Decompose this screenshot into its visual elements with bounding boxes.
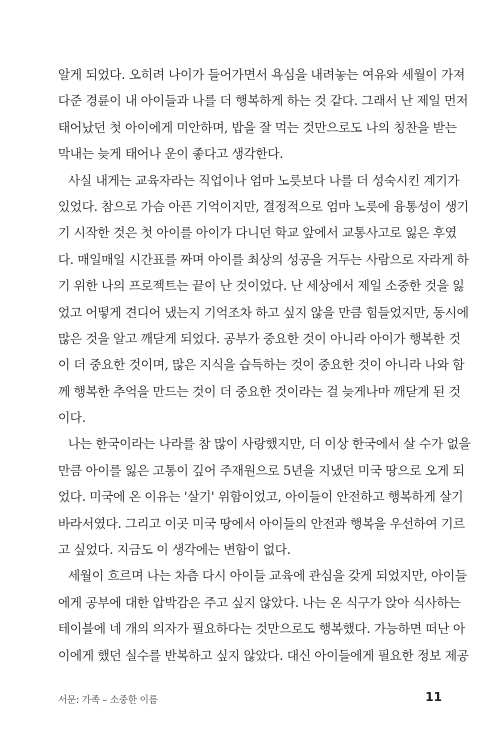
text-line: 이다. xyxy=(58,410,86,426)
text-line: 많은 것을 알고 깨닫게 되었다. 공부가 중요한 것이 아니라 아이가 행복한 것 xyxy=(58,330,461,346)
text-line: 이에게 했던 실수를 반복하고 싶지 않았다. 대신 아이들에게 필요한 정보 제공 xyxy=(58,647,469,663)
text-line: 세월이 흐르며 나는 차츰 다시 아이들 교육에 관심을 갖게 되었지만, 아이들 xyxy=(68,568,467,584)
text-line: 있었다. 참으로 가슴 아픈 기억이지만, 결정적으로 엄마 노릇에 융통성이 생기 xyxy=(58,198,469,214)
text-line: 었고 어떻게 견디어 냈는지 기억조차 하고 싶지 않을 만큼 힘들었지만, 동시에 xyxy=(58,304,469,320)
running-title: 서문: 가족 – 소중한 이름 xyxy=(58,695,158,706)
body-text xyxy=(58,62,471,669)
paragraph-3 xyxy=(58,431,471,563)
page-number: 11 xyxy=(425,690,442,704)
text-line: 기 시작한 것은 첫 아이를 아이가 다니던 학교 앞에서 교통사고로 잃은 후였 xyxy=(58,225,457,241)
paragraph-4 xyxy=(58,563,469,669)
text-line: 에게 공부에 대한 압박감은 주고 싶지 않았다. 나는 온 식구가 앉아 식사하는 xyxy=(58,594,461,610)
text-line: 께 행복한 추억을 만드는 것이 더 중요한 것이라는 걸 늦게나마 깨닫게 된 것 xyxy=(58,383,461,399)
text-line: 사실 내게는 교육자라는 직업이나 엄마 노릇보다 나를 더 성숙시킨 계기가 xyxy=(68,172,460,188)
text-line: 태어났던 첫 아이에게 미안하며, 밥을 잘 먹는 것만으로도 나의 칭찬을 받는 xyxy=(58,119,457,135)
text-line: 고 싶었다. 지금도 이 생각에는 변함이 없다. xyxy=(58,542,291,558)
paragraph-2 xyxy=(58,168,469,432)
text-line: 이 더 중요한 것이며, 많은 지식을 습득하는 것이 중요한 것이 아니라 나와 함 xyxy=(58,357,465,373)
paragraph-1 xyxy=(58,62,469,168)
text-line: 나는 한국이라는 나라를 참 많이 사랑했지만, 더 이상 한국에서 살 수가 없을 xyxy=(68,436,471,452)
text-line: 만큼 아이를 잃은 고통이 깊어 주재원으로 5년을 지냈던 미국 땅으로 오게 되 xyxy=(58,462,465,478)
text-line: 막내는 늦게 태어나 운이 좋다고 생각한다. xyxy=(58,146,284,162)
text-line: 테이블에 네 개의 의자가 필요하다는 것만으로도 행복했다. 가능하면 떠난 아 xyxy=(58,621,465,637)
page-footer xyxy=(58,690,442,708)
text-line: 바라서였다. 그리고 이곳 미국 땅에서 아이들의 안전과 행복을 우선하여 기르 xyxy=(58,515,465,531)
text-line: 기 위한 나의 프로젝트는 끝이 난 것이었다. 난 세상에서 제일 소중한 것을 잃 xyxy=(58,278,465,294)
text-line: 었다. 미국에 온 이유는 '살기' 위함이었고, 아이들이 안전하고 행복하게 살기 xyxy=(58,489,464,505)
text-line: 알게 되었다. 오히려 나이가 들어가면서 욕심을 내려놓는 여유와 세월이 가져 xyxy=(58,67,465,82)
text-line: 다. 매일매일 시간표를 짜며 아이를 최상의 성공을 거두는 사람으로 자라게 하 xyxy=(58,251,469,267)
text-line: 다준 경륜이 내 아이들과 나를 더 행복하게 하는 것 같다. 그래서 난 제일 먼저 xyxy=(58,93,469,109)
